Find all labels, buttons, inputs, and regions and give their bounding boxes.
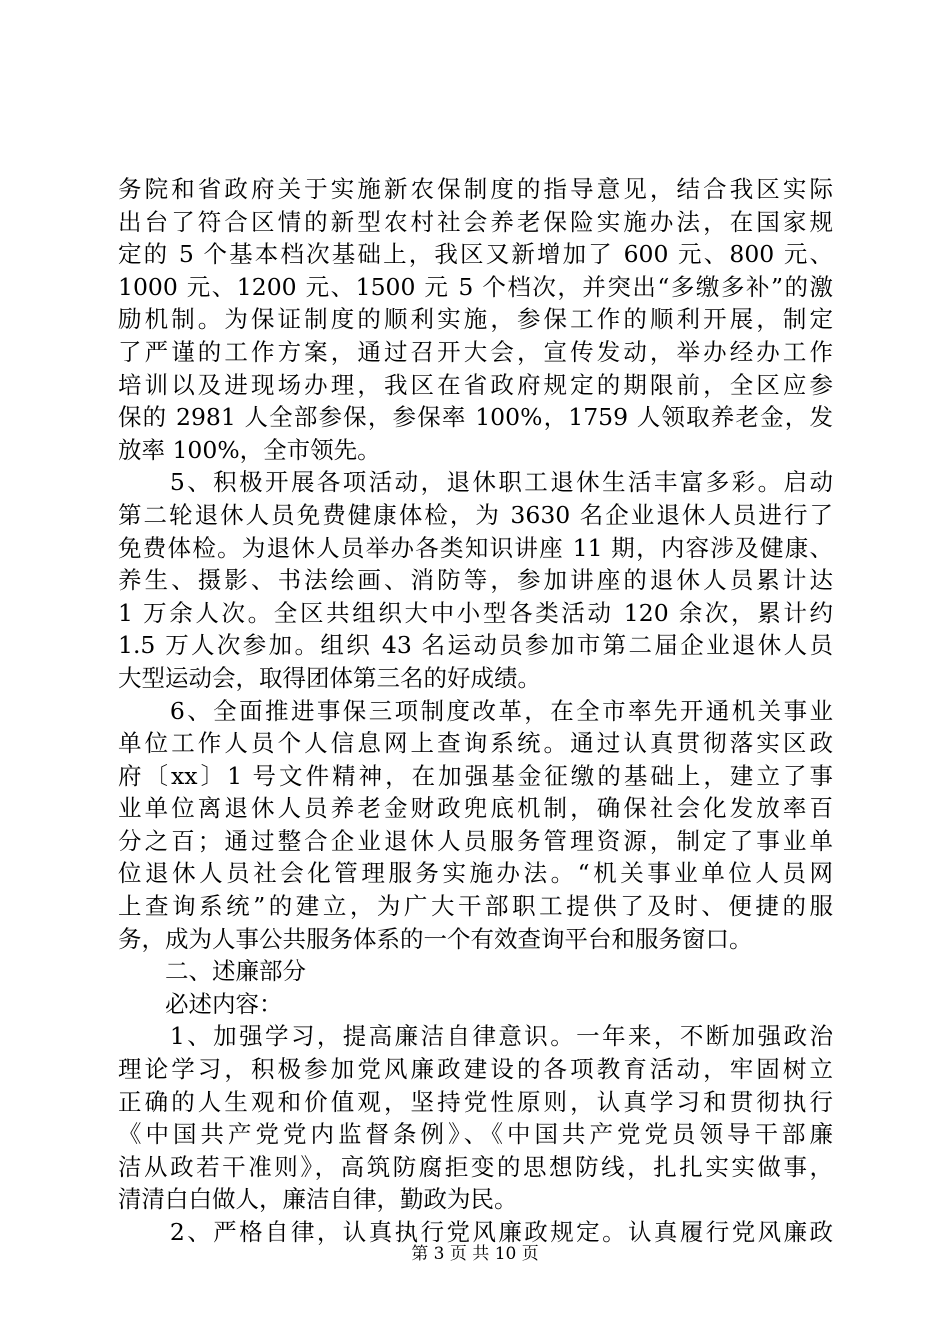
text-line: 2、严格自律，认真执行党风廉政规定。认真履行党风廉政 <box>118 1218 833 1246</box>
text-line: 1000 元、1200 元、1500 元 5 个档次，并突出“多缴多补”的激 <box>118 272 833 301</box>
text-line: 业单位离退休人员养老金财政兜底机制，确保社会化发放率百 <box>118 794 833 823</box>
text-line: 1.5 万人次参加。组织 43 名运动员参加市第二届企业退休人员 <box>118 631 833 660</box>
text-line: 了严谨的工作方案，通过召开大会，宣传发动，举办经办工作 <box>118 337 833 366</box>
document-body <box>118 173 833 1249</box>
text-line: 单位工作人员个人信息网上查询系统。通过认真贯彻落实区政 <box>118 729 833 758</box>
text-line: 理论学习，积极参加党风廉政建设的各项教育活动，牢固树立 <box>118 1055 833 1084</box>
text-line: 位退休人员社会化管理服务实施办法。“机关事业单位人员网 <box>118 859 833 888</box>
text-line: 保的 2981 人全部参保，参保率 100%，1759 人领取养老金，发 <box>118 403 833 432</box>
text-line: 务院和省政府关于实施新农保制度的指导意见，结合我区实际 <box>118 175 833 203</box>
text-line: 6、全面推进事保三项制度改革，在全市率先开通机关事业 <box>118 696 833 725</box>
text-line: 养生、摄影、书法绘画、消防等，参加讲座的退休人员累计达 <box>118 566 833 595</box>
text-line: 分之百；通过整合企业退休人员服务管理资源，制定了事业单 <box>118 826 833 855</box>
text-line: 《中国共产党党内监督条例》、《中国共产党党员领导干部廉 <box>118 1120 833 1149</box>
text-line: 上查询系统”的建立，为广大干部职工提供了及时、便捷的服 <box>118 892 833 921</box>
text-line: 出台了符合区情的新型农村社会养老保险实施办法，在国家规 <box>118 207 833 236</box>
text-line: 1 万余人次。全区共组织大中小型各类活动 120 余次，累计约 <box>118 598 833 627</box>
text-line: 大型运动会，取得团体第三名的好成绩。 <box>118 663 541 692</box>
text-line: 府〔xx〕1 号文件精神，在加强基金征缴的基础上，建立了事 <box>118 761 833 790</box>
text-line: 洁从政若干准则》，高筑防腐拒变的思想防线，扎扎实实做事， <box>118 1152 833 1181</box>
text-line: 务，成为人事公共服务体系的一个有效查询平台和服务窗口。 <box>118 924 753 953</box>
text-line: 定的 5 个基本档次基础上，我区又新增加了 600 元、800 元、 <box>118 240 833 269</box>
text-line: 培训以及进现场办理，我区在省政府规定的期限前，全区应参 <box>118 370 833 399</box>
text-line: 免费体检。为退休人员举办各类知识讲座 11 期，内容涉及健康、 <box>118 533 833 562</box>
text-line: 必述内容： <box>118 989 283 1018</box>
text-line: 正确的人生观和价值观，坚持党性原则，认真学习和贯彻执行 <box>118 1087 833 1116</box>
text-line: 二、述廉部分 <box>118 957 306 986</box>
text-line: 清清白白做人，廉洁自律，勤政为民。 <box>118 1185 518 1214</box>
text-line: 放率 100%，全市领先。 <box>118 435 381 464</box>
text-line: 第二轮退休人员免费健康体检，为 3630 名企业退休人员进行了 <box>118 500 833 529</box>
page-footer: 第 3 页 共 10 页 <box>411 1244 539 1264</box>
text-line: 励机制。为保证制度的顺利实施，参保工作的顺利开展，制定 <box>118 305 833 334</box>
text-line: 5、积极开展各项活动，退休职工退休生活丰富多彩。启动 <box>118 468 833 497</box>
text-line: 1、加强学习，提高廉洁自律意识。一年来，不断加强政治 <box>118 1022 833 1051</box>
